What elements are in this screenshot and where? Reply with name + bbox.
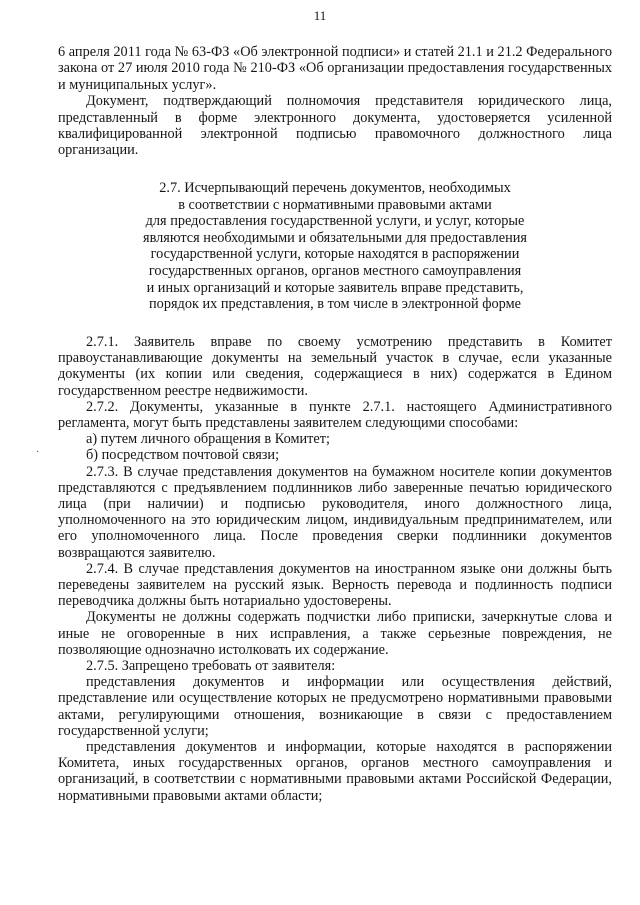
intro-paragraph-1: 6 апреля 2011 года № 63-ФЗ «Об электронной подписи» и статей 21.1 и 21.2 Федерального закона от 27 июля 2010 года № 210-ФЗ «Об организации предоставления государственных и муниципальных услуг». <box>58 44 612 93</box>
intro-text <box>58 44 612 159</box>
paragraph-2-7-4: 2.7.4. В случае представления документов на иностранном языке они должны быть переведены заявителем на русский язык. Верность перевода и подлинность подписи переводчика должны быть нотариально удостоверены. <box>58 560 612 610</box>
paragraph-2-7-2: 2.7.2. Документы, указанные в пункте 2.7.1. настоящего Административного регламента, могут быть представлены заявителем следующими способами: <box>58 398 612 432</box>
paragraph-requirement-1: представления документов и информации или осуществления действий, представление или осуществление которых не предусмотрено нормативными правовыми актами, регулирующими отношения, возникающие в связи с предоставлением государственной услуги; <box>58 674 612 739</box>
section-heading <box>120 180 550 313</box>
list-item-a: а) путем личного обращения в Комитет; <box>86 431 330 448</box>
scan-speck: · <box>36 447 40 458</box>
list-item-b: б) посредством почтовой связи; <box>86 447 280 464</box>
heading-line: являются необходимыми и обязательными для предоставления <box>143 229 527 246</box>
paragraph-requirement-2: представления документов и информации, которые находятся в распоряжении Комитета, иных государственных органов, органов местного самоуправления и организаций, в соответствии с нормативными правовыми актами Российской Федерации, нормативными правовыми актами области; <box>58 739 612 804</box>
heading-line: государственной услуги, которые находятся в распоряжении <box>150 246 520 263</box>
heading-line: 2.7. Исчерпывающий перечень документов, необходимых <box>159 180 511 196</box>
paragraph-2-7-3: 2.7.3. В случае представления документов на бумажном носителе копии документов представляются с предъявлением подлинников либо заверенные печатью юридического лица (при наличии) и подписью руководителя, иного должностного лица, уполномоченного на это юридическим лицом, индивидуальным предпринимателем, или его уполномоченного лица. После проведения сверки подлинники документов возвращаются заявителю. <box>58 463 612 561</box>
paragraph-documents: Документы не должны содержать подчистки либо приписки, зачеркнутые слова и иные не оговоренные в них исправления, а также серьезные повреждения, не позволяющие однозначно истолковать их содержание. <box>58 609 612 658</box>
intro-paragraph-2: Документ, подтверждающий полномочия представителя юридического лица, представленный в форме электронного документа, удостоверяется усиленной квалифицированной электронной подписью правомочного должностного лица организации. <box>58 93 612 159</box>
heading-line: и иных организаций и которые заявитель вправе представить, <box>146 279 524 296</box>
page-number: 11 <box>313 8 327 23</box>
heading-line: для предоставления государственной услуги, и услуг, которые <box>145 213 525 230</box>
paragraph-2-7-1: 2.7.1. Заявитель вправе по своему усмотрению представить в Комитет правоустанавливающие документы на земельный участок в случае, если указанные документы (их копии или сведения, содержащиеся в них) содержатся в Едином государственном реестре недвижимости. <box>58 334 612 399</box>
heading-line: государственных органов, органов местного самоуправления <box>148 262 522 279</box>
heading-line: порядок их представления, в том числе в электронной форме <box>149 296 521 313</box>
paragraph-2-7-5: 2.7.5. Запрещено требовать от заявителя: <box>86 658 336 675</box>
heading-line: в соответствии с нормативными правовыми актами <box>178 196 492 213</box>
section-body <box>58 334 612 804</box>
